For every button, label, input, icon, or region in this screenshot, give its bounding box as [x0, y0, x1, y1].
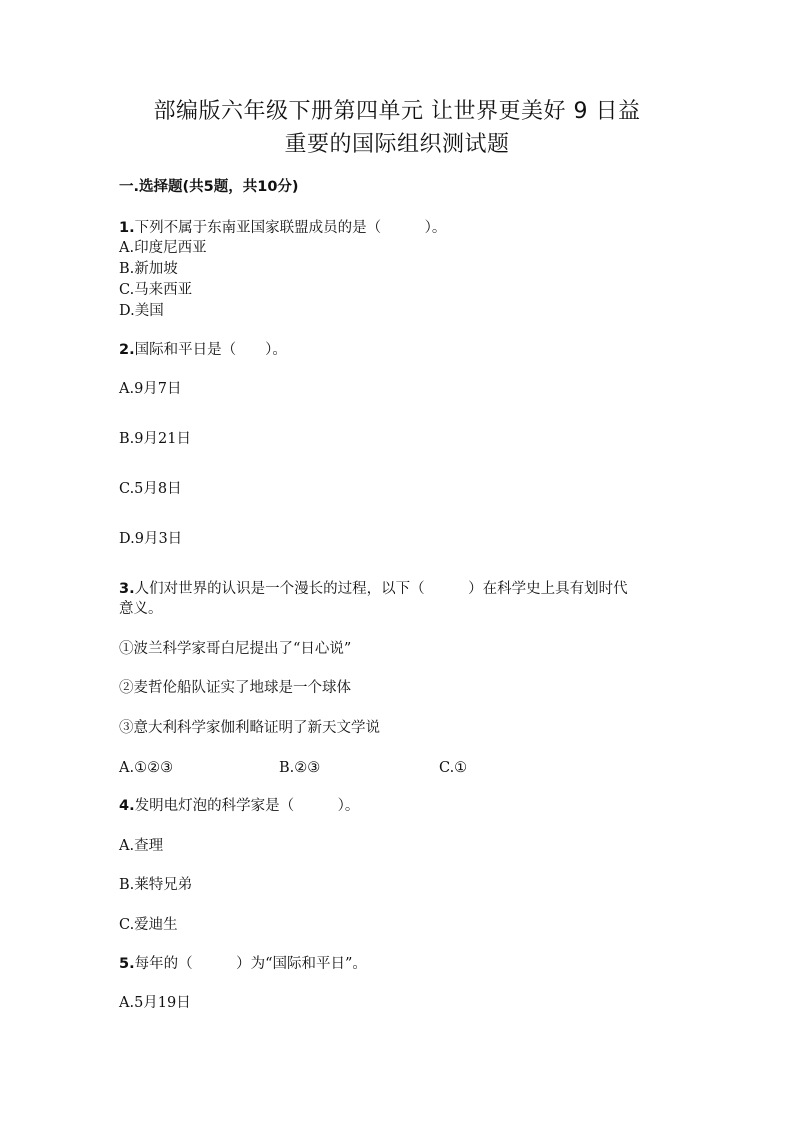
- question-1-option-c: C.马来西亚: [119, 282, 193, 298]
- question-1-text: 下列不属于东南亚国家联盟成员的是（ ）。: [134, 220, 447, 236]
- question-5-number: 5.: [119, 956, 135, 972]
- question-4-number: 4.: [119, 798, 135, 814]
- question-3-option-b: B.②③: [279, 760, 321, 776]
- section-heading: 一.选择题(共5题，共10分): [119, 179, 299, 195]
- question-4-text: 发明电灯泡的科学家是（ ）。: [134, 798, 360, 814]
- question-3-number: 3.: [119, 581, 135, 597]
- question-4-option-c: C.爱迪生: [119, 917, 178, 933]
- question-5-stem: [119, 954, 367, 974]
- page-title-line-1: 部编版六年级下册第四单元 让世界更美好 9 日益: [153, 99, 641, 124]
- question-4-option-b: B.莱特兄弟: [119, 877, 193, 893]
- question-5-text: 每年的（ ）为“国际和平日”。: [134, 956, 367, 972]
- question-2-option-c: C.5月8日: [119, 481, 182, 497]
- question-5-option-a: A.5月19日: [119, 995, 191, 1011]
- question-3-option-a: A.①②③: [119, 760, 174, 776]
- question-2-text: 国际和平日是（ ）。: [134, 342, 287, 358]
- question-3-statement-3: ③意大利科学家伽利略证明了新天文学说: [119, 720, 380, 736]
- question-2-number: 2.: [119, 342, 135, 358]
- question-3-option-c: C.①: [439, 760, 468, 776]
- question-2-option-d: D.9月3日: [119, 531, 183, 547]
- question-2-option-a: A.9月7日: [119, 381, 182, 397]
- question-3-text: 人们对世界的认识是一个漫长的过程，以下（ ）在科学史上具有划时代: [134, 581, 628, 597]
- question-3-stem: [119, 579, 628, 599]
- question-4-stem: [119, 796, 359, 816]
- question-1-option-b: B.新加坡: [119, 261, 178, 277]
- question-1-option-d: D.美国: [119, 303, 164, 319]
- question-1-number: 1.: [119, 220, 135, 236]
- question-4-option-a: A.查理: [119, 838, 164, 854]
- page-title-line-2: 重要的国际组织测试题: [284, 132, 510, 157]
- question-1-option-a: A.印度尼西亚: [119, 240, 207, 256]
- question-3-stem-continued: 意义。: [119, 601, 163, 617]
- question-3-statement-2: ②麦哲伦船队证实了地球是一个球体: [119, 680, 351, 696]
- question-2-stem: [119, 340, 287, 360]
- question-3-statement-1: ①波兰科学家哥白尼提出了“日心说”: [119, 641, 352, 657]
- question-1-stem: [119, 218, 446, 238]
- question-2-option-b: B.9月21日: [119, 431, 191, 447]
